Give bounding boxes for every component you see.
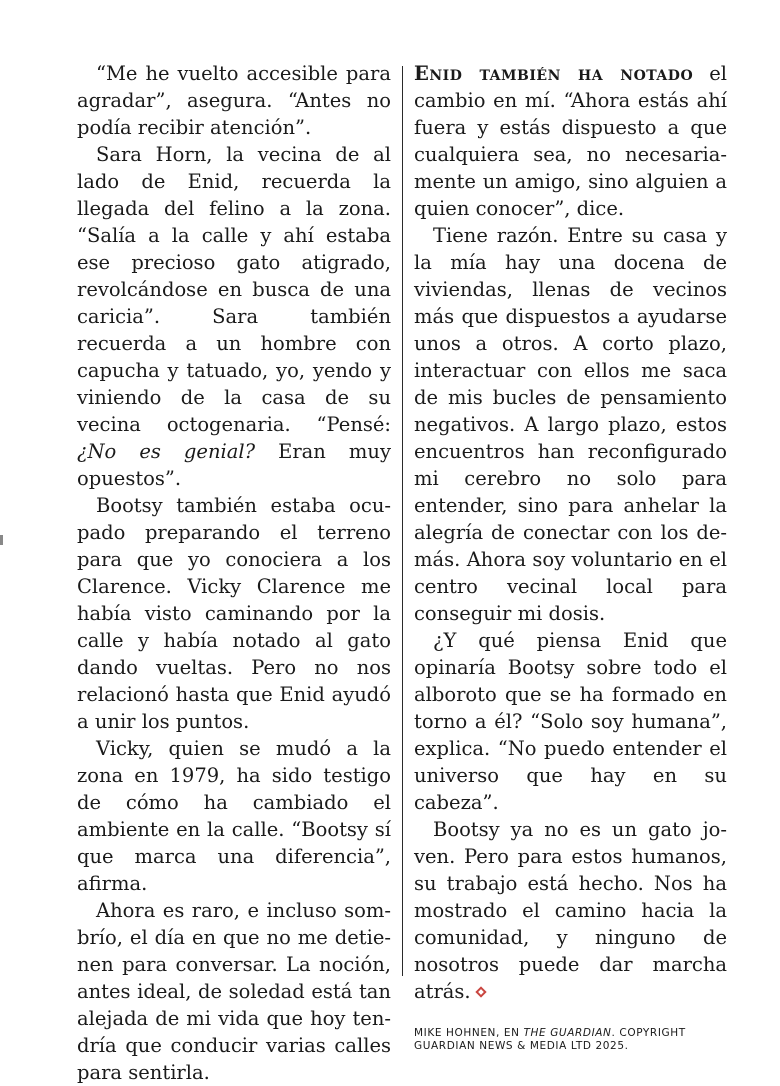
right-paragraph-3: ¿Y qué piensa Enid que opinaría Bootsy sobre todo el alboroto que se ha formado en torno a él? “Solo soy humana”, explica. “No puedo entender el universo que hay en su cabeza”. — [414, 629, 727, 814]
left-column — [77, 60, 391, 1086]
article-credit — [414, 1027, 727, 1053]
credit-prefix: MIKE HOHNEN, EN — [414, 1027, 524, 1039]
right-paragraph-1 — [414, 60, 727, 222]
right-paragraph-2: Tiene razón. Entre su casa y la mía hay una docena de viviendas, llenas de vecinos más que dispuestos a ayudarse unos a otros. A corto plazo, interactuar con ellos me saca de mis bucles de pensamiento negativos. A largo plazo, estos encuentros han reconfigurado mi cerebro no solo para entender, sino para anhelar la alegría de conectar con los demás. Ahora soy voluntario en el centro vecinal local para conseguir mi dosis. — [414, 224, 727, 625]
left-paragraph-2-italic: ¿No es genial? — [77, 440, 256, 463]
right-paragraph-1-text: el cambio en mí. “Ahora estás ahí fuera y estás dispuesto a que cualquiera sea, no necesariamente un amigo, sino alguien a quien conocer”, dice. — [414, 62, 727, 220]
right-paragraph-4-text: Bootsy ya no es un gato joven. Pero para estos humanos, su trabajo está hecho. Nos ha mostrado el camino hacia la comunidad, y ninguno de nosotros puede dar marcha atrás. — [414, 818, 727, 1003]
column-divider — [402, 66, 403, 976]
left-paragraph-5: Ahora es raro, e incluso sombrío, el día en que no me detienen para conversar. La noción, antes ideal, de soledad está tan alejada de mi vida que hoy tendría que conducir varias calles para sentirla. — [77, 899, 391, 1084]
right-paragraph-1-lead: Enid también ha notado — [414, 62, 694, 85]
left-paragraph-3: Bootsy también estaba ocupado preparando el terreno para que yo conociera a los Clarence. Vicky Clarence me había visto caminando por la calle y había notado al gato dando vueltas. Pero no nos relacionó hasta que Enid ayudó a unir los puntos. — [77, 494, 391, 733]
left-paragraph-2-end: Eran muy opuestos”. — [77, 440, 391, 490]
credit-source: THE GUARDIAN — [523, 1027, 612, 1039]
right-column — [414, 60, 727, 1053]
left-paragraph-2 — [77, 141, 391, 492]
page-edge-mark — [0, 535, 3, 545]
left-paragraph-2-text: Sara Horn, la vecina de al lado de Enid, recuerda la llegada del felino a la zona. “Salía a la calle y ahí estaba ese precioso gato atigrado, revolcándose en busca de una caricia”. Sara también recuerda a un hombre con capucha y tatuado, yo, yendo y viniendo de la casa de su vecina octogenaria. “Pensé: — [77, 143, 391, 436]
left-paragraph-4: Vicky, quien se mudó a la zona en 1979, ha sido testigo de cómo ha cambiado el ambiente en la calle. “Bootsy sí que marca una diferencia”, afirma. — [77, 737, 391, 895]
credit-suffix: . COPYRIGHT GUARDIAN NEWS & MEDIA LTD 2025. — [414, 1027, 686, 1052]
right-paragraph-4 — [414, 816, 727, 1005]
left-paragraph-1: “Me he vuelto accesible para agradar”, asegura. “Antes no podía recibir atención”. — [77, 62, 391, 139]
diamond-end-mark-icon — [475, 986, 486, 997]
